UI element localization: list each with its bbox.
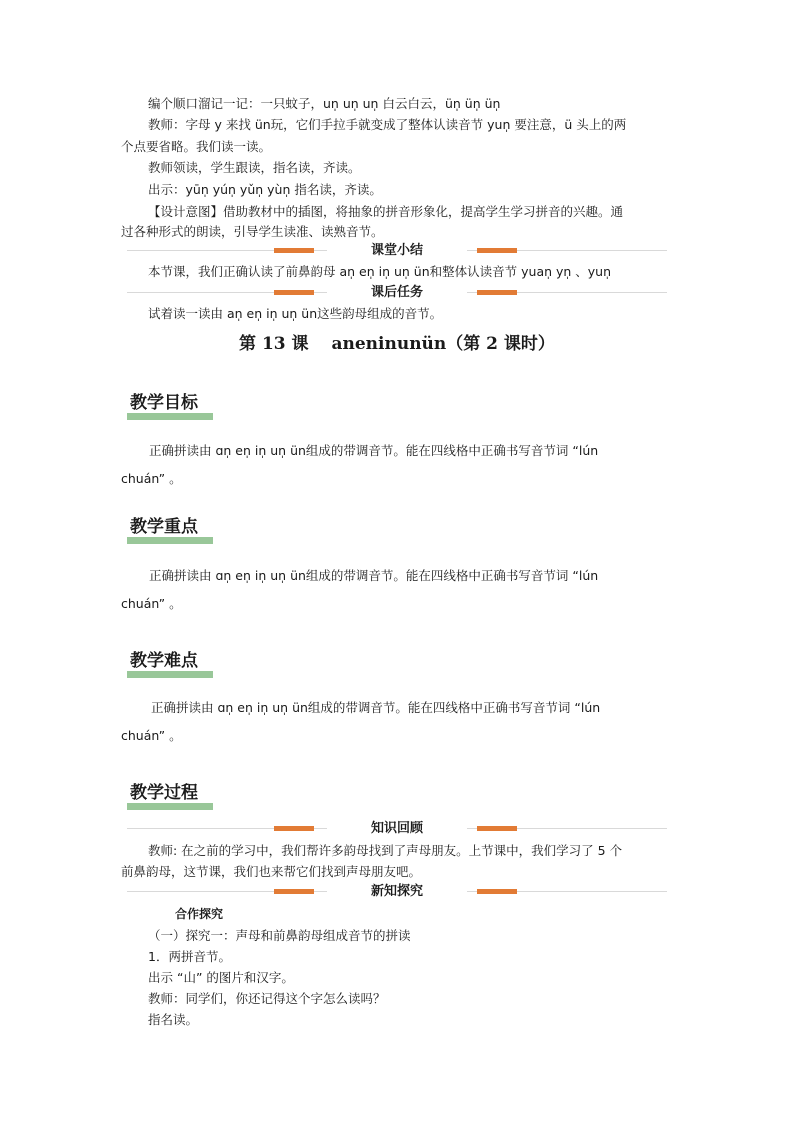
paragraph-line: 正确拼读由 ɑn̩ en̩ in̩ un̩ ün组成的带调音节。能在四线格中正确书写音节词 “lún	[149, 443, 599, 458]
text-line: 教师：字母 y 来找 ün玩，它们手拉手就变成了整体认读音节 yun̩ 要注意，ü 头上的两	[148, 117, 627, 132]
paragraph-line: 正确拼读由 ɑn̩ en̩ in̩ un̩ ün组成的带调音节。能在四线格中正确书写音节词 “lún	[151, 700, 601, 715]
section-heading-goals	[127, 390, 213, 420]
divider-accent-bar	[274, 826, 314, 831]
text-line: 编个顺口溜记一记：一只蚊子，un̩ un̩ un̩ 白云白云，ün̩ ün̩ ün̩	[148, 96, 501, 111]
text-line: 出示：yūn̩ yún̩ yǔn̩ yùn̩ 指名读，齐读。	[148, 182, 382, 197]
explore-text: 指名读。	[148, 1012, 199, 1027]
homework-text: 试着读一读由 an̩ en̩ in̩ un̩ ün这些韵母组成的音节。	[148, 306, 443, 321]
review-text: 前鼻韵母，这节课，我们也来帮它们找到声母朋友吧。	[121, 864, 422, 879]
explore-text: 出示 “山” 的图片和汉字。	[148, 970, 294, 985]
section-divider-homework	[127, 284, 667, 304]
divider-accent-bar	[477, 826, 517, 831]
paragraph-line: chuán” 。	[121, 471, 182, 486]
design-intent-text: 【设计意图】借助教材中的插图，将抽象的拼音形象化，提高学生学习拼音的兴趣。通	[148, 204, 624, 219]
text-line: 个点要省略。我们读一读。	[121, 139, 272, 154]
summary-text: 本节课，我们正确认读了前鼻韵母 an̩ en̩ in̩ un̩ ün和整体认读音节 yuan̩ yn̩ 、yun̩	[148, 264, 612, 279]
divider-accent-bar	[477, 248, 517, 253]
divider-accent-bar	[274, 248, 314, 253]
divider-label: 课后任务	[327, 284, 467, 302]
section-divider-summary	[127, 242, 667, 262]
paragraph-line: 正确拼读由 ɑn̩ en̩ in̩ un̩ ün组成的带调音节。能在四线格中正确书写音节词 “lún	[149, 568, 599, 583]
divider-label: 知识回顾	[327, 820, 467, 838]
section-heading-text: 教学过程	[130, 783, 198, 803]
design-intent-text: 过各种形式的朗读，引导学生读准、读熟音节。	[121, 224, 384, 239]
divider-accent-bar	[477, 889, 517, 894]
section-heading-text: 教学目标	[130, 393, 198, 413]
paragraph-line: chuán” 。	[121, 596, 182, 611]
section-heading-text: 教学难点	[130, 651, 198, 671]
section-divider-review	[127, 820, 667, 840]
paragraph-line: chuán” 。	[121, 728, 182, 743]
section-paragraph	[121, 437, 681, 493]
section-heading-keypoints	[127, 514, 213, 544]
section-heading-difficulties	[127, 648, 213, 678]
section-heading-text: 教学重点	[130, 517, 198, 537]
section-heading-process	[127, 780, 213, 810]
section-divider-explore	[127, 883, 667, 903]
explore-subheading: 合作探究	[175, 907, 224, 921]
explore-text: 1．两拼音节。	[148, 949, 231, 964]
divider-label: 新知探究	[327, 883, 467, 901]
section-paragraph	[121, 562, 681, 618]
divider-label: 课堂小结	[327, 242, 467, 260]
explore-text: 教师：同学们，你还记得这个字怎么读吗？	[148, 991, 386, 1006]
divider-accent-bar	[274, 889, 314, 894]
text-line: 教师领读，学生跟读，指名读，齐读。	[148, 160, 361, 175]
lesson-title: 第 13 课 aneninunün（第 2 课时）	[239, 334, 555, 354]
divider-accent-bar	[274, 290, 314, 295]
section-paragraph	[121, 694, 681, 750]
divider-accent-bar	[477, 290, 517, 295]
review-text: 教师: 在之前的学习中，我们帮许多韵母找到了声母朋友。上节课中，我们学习了 5 个	[148, 843, 623, 858]
explore-text: （一）探究一：声母和前鼻韵母组成音节的拼读	[148, 928, 411, 943]
